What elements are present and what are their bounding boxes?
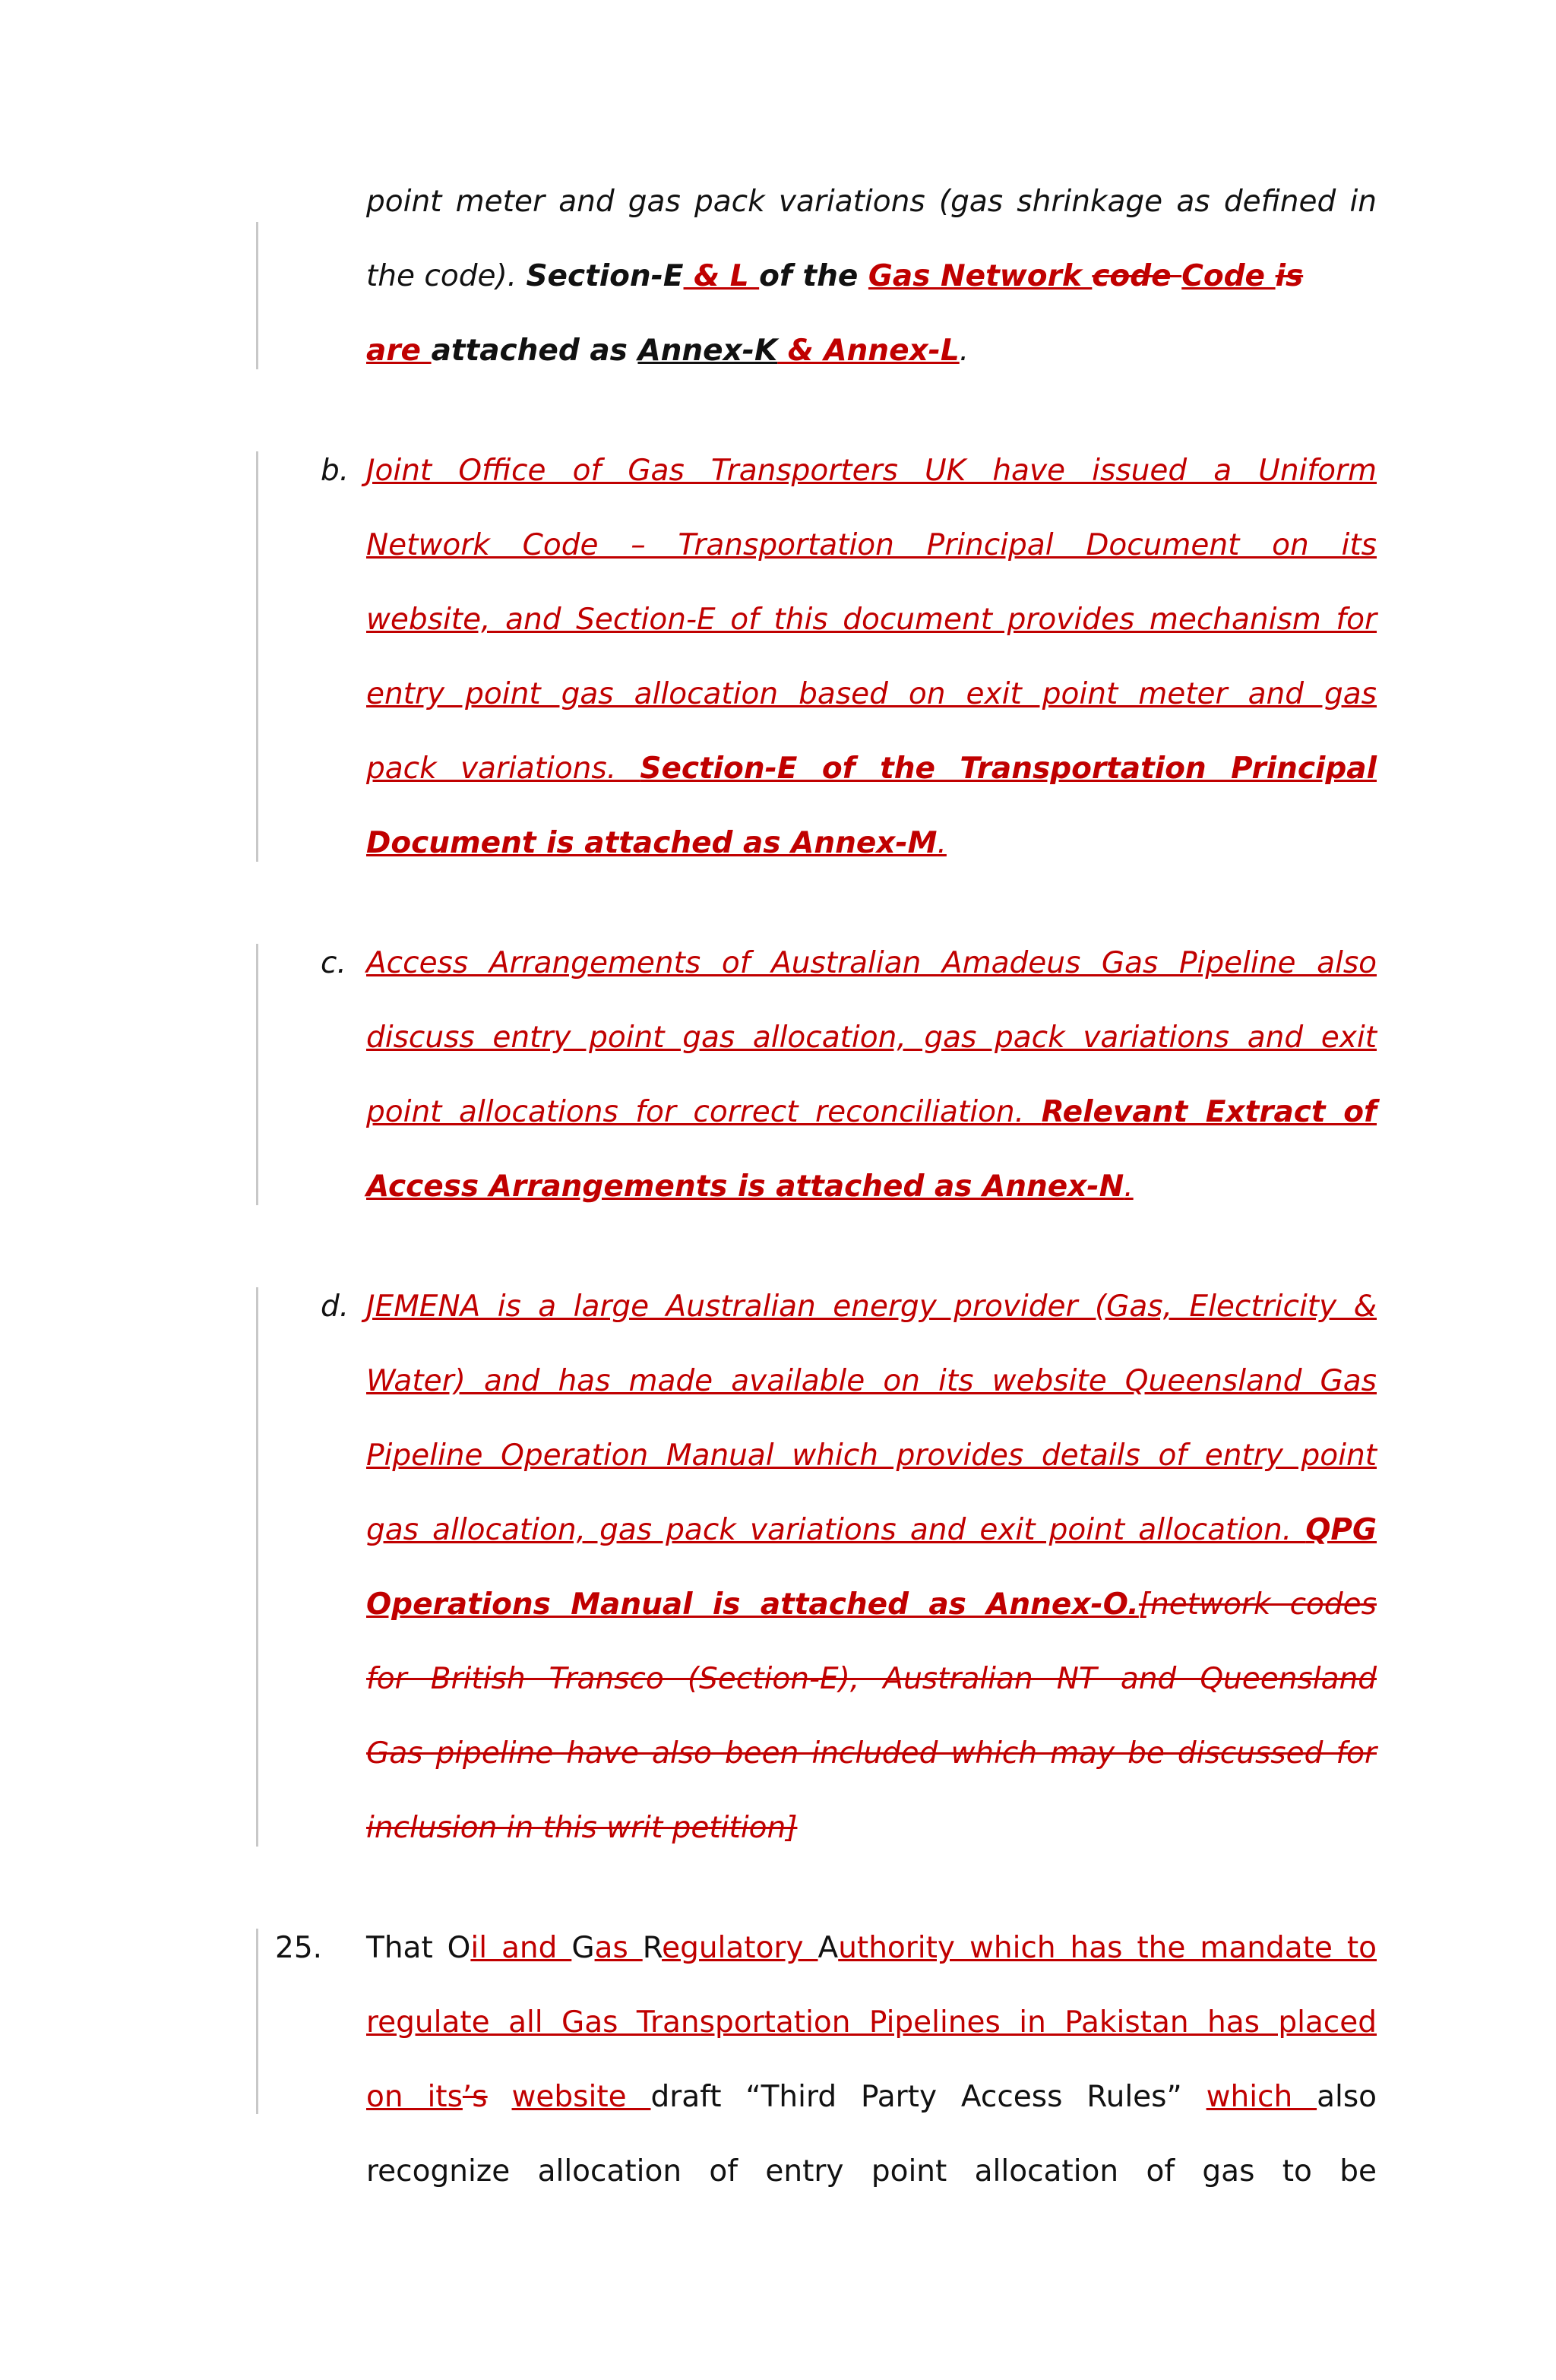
para-c-line-1: Access Arrangements of Australian Amadeus Gas Pipeline also [366,946,1377,980]
para-d-line-4 [366,1511,1377,1550]
inserted-text: QPG [1305,1513,1377,1547]
para-b-line-2: Network Code – Transportation Principal Document on its [366,528,1377,562]
deleted-text: is [1275,259,1304,293]
para-25-text: R [642,1931,663,1965]
para-c-line-3 [366,1093,1377,1132]
para-a-line-2 [366,257,1377,296]
para-b-line-3: website, and Section-E of this document provides mechanism for [366,603,1377,637]
para-25-text [488,2080,512,2114]
para-25-line-2: regulate all Gas Transportation Pipelines in Pakistan has placed [366,2005,1377,2040]
para-d-label: d. [321,1290,349,1324]
para-a-line-1: point meter and gas pack variations (gas shrinkage as defined in [366,185,1377,219]
para-c-label: c. [321,946,346,980]
para-a-section: Section-E [526,259,684,293]
para-d-line-5 [366,1585,1377,1625]
inserted-text: & Annex-L [777,334,960,368]
change-bar [256,451,258,862]
inserted-text: Relevant Extract of [1041,1095,1377,1129]
para-d-line-1: JEMENA is a large Australian energy provider (Gas, Electricity & [366,1290,1377,1324]
para-b-line-5 [366,749,1377,789]
inserted-text: & L [683,259,760,293]
para-a-text: the code). [366,259,527,293]
inserted-text: are [366,334,432,368]
para-25-line-4: recognize allocation of entry point allocation of gas to be [366,2154,1377,2189]
inserted-text: Section-E of the Transportation Principal [640,752,1377,786]
inserted-text: il and [470,1931,572,1965]
inserted-text: Code [1181,259,1276,293]
inserted-text: egulatory [662,1931,818,1965]
deleted-text: code [1092,259,1182,293]
inserted-text: pack variations. [366,752,640,786]
deleted-text: [network codes [1138,1587,1377,1622]
para-a-line-3 [366,331,1377,371]
inserted-text: . [1124,1169,1134,1204]
para-b-line-4: entry point gas allocation based on exit point meter and gas [366,677,1377,711]
annex-k-reference: Annex-K [637,334,778,368]
para-a-text: . [959,334,969,368]
inserted-text: as [594,1931,643,1965]
change-bar [256,222,258,369]
inserted-text: which [1206,2080,1317,2114]
para-a-text: attached as [431,334,638,368]
para-b-line-6 [366,824,1377,863]
inserted-text: Document is attached as Annex-M [366,826,938,860]
inserted-text: gas allocation, gas pack variations and exit point allocation. [366,1513,1306,1547]
inserted-text: . [937,826,947,860]
para-d-line-6: for British Transco (Section-E), Australian NT and Queensland [366,1662,1377,1696]
inserted-text: Access Arrangements is attached as Annex-N [366,1169,1124,1204]
para-d-line-2: Water) and has made available on its website Queensland Gas [366,1364,1377,1398]
inserted-text: point allocations for correct reconciliation. [366,1095,1042,1129]
para-25-text: G [571,1931,595,1965]
para-d-line-3: Pipeline Operation Manual which provides details of entry point [366,1438,1377,1473]
para-25-text: also [1317,2080,1377,2114]
para-25-text: A [818,1931,839,1965]
inserted-text: website [511,2080,651,2114]
change-bar [256,1287,258,1847]
para-d-line-8: inclusion in this writ petition] [366,1811,798,1845]
inserted-text: on its [366,2080,463,2114]
change-bar [256,1929,258,2114]
para-b-label: b. [321,454,349,488]
para-b-line-1: Joint Office of Gas Transporters UK have issued a Uniform [366,454,1377,488]
inserted-text: uthority which has the mandate to [838,1931,1377,1965]
para-25-line-1 [366,1929,1377,1968]
deleted-text: ’s [462,2080,488,2114]
para-25-line-3 [366,2078,1377,2117]
para-25-text: draft “Third Party Access Rules” [650,2080,1207,2114]
inserted-text: Operations Manual is attached as Annex-O. [366,1587,1139,1622]
para-c-line-2: discuss entry point gas allocation, gas pack variations and exit [366,1021,1377,1055]
para-c-line-4 [366,1167,1377,1207]
inserted-text: Gas Network [868,259,1093,293]
change-bar [256,944,258,1205]
para-25-text: That O [366,1931,471,1965]
para-d-line-7: Gas pipeline have also been included which may be discussed for [366,1736,1377,1771]
para-a-text: of the [759,259,868,293]
para-25-number: 25. [275,1931,323,1965]
